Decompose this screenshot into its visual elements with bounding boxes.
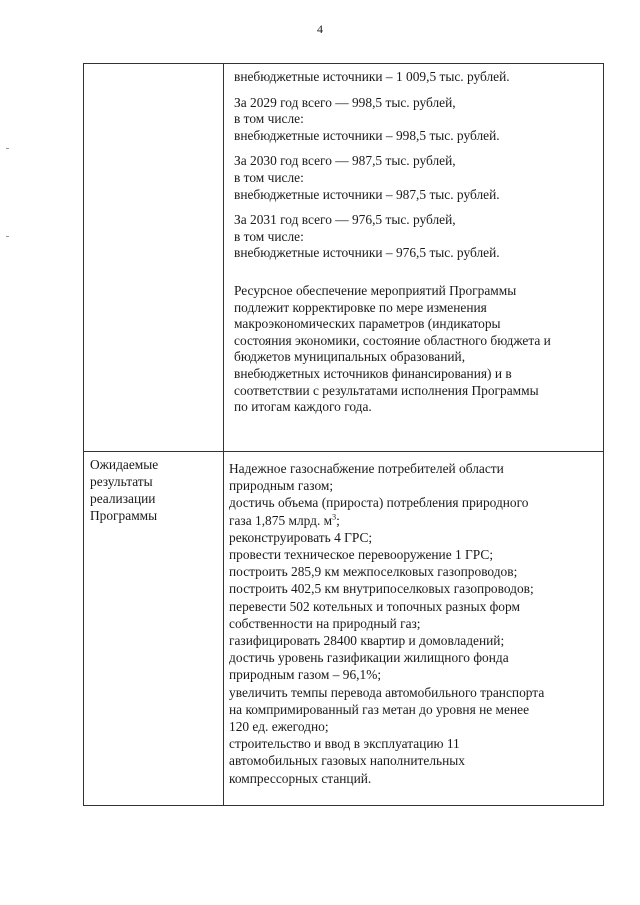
program-table [83,63,604,806]
funding-2029-total: За 2029 год всего — 998,5 тыс. рублей, [234,94,456,110]
results-line: построить 402,5 км внутрипоселковых газопроводов; [229,581,534,597]
funding-line: внебюджетные источники – 1 009,5 тыс. рублей. [234,69,510,84]
funding-2030-total: За 2030 год всего — 987,5 тыс. рублей, [234,153,456,169]
results-label-line: результаты [90,474,153,489]
funding-note-line: внебюджетных источников финансирования) и в [234,365,512,381]
results-line: перевести 502 котельных и топочных разных форм [229,598,520,614]
results-label-line: Ожидаемые [90,457,159,472]
results-line: на компримированный газ метан до уровня не менее [229,701,530,717]
results-line: автомобильных газовых наполнительных [229,753,465,769]
results-label [90,456,158,524]
results-label-line: реализации [90,491,156,506]
results-volume-suffix: ; [336,512,340,528]
results-line: газифицировать 28400 квартир и домовладений; [229,633,505,649]
funding-2030-extra: внебюджетные источники – 987,5 тыс. рублей. [234,186,500,202]
funding-2029-including: в том числе: [234,111,304,127]
results-volume-text: газа 1,875 млрд. м [229,512,333,528]
results-line: увеличить темпы перевода автомобильного транспорта [229,684,545,700]
funding-cell [234,69,551,416]
results-line: достичь уровень газификации жилищного фонда [229,650,509,666]
funding-2029-extra: внебюджетные источники – 998,5 тыс. рублей. [234,127,500,143]
funding-note-line: макроэкономических параметров (индикаторы [234,316,501,332]
margin-mark [6,148,9,149]
results-line: Надежное газоснабжение потребителей области [229,461,504,476]
funding-note-line: соответствии с результатами исполнения Программы [234,382,539,398]
cubic-superscript: 3 [332,512,337,522]
results-line: построить 285,9 км межпоселковых газопроводов; [229,564,518,580]
results-line: провести техническое перевооружение 1 ГРС; [229,547,494,563]
funding-note-line: бюджетов муниципальных образований, [234,349,466,365]
column-divider [223,64,224,805]
results-line: 120 ед. ежегодно; [229,719,329,735]
results-line: реконструировать 4 ГРС; [229,529,373,545]
funding-note-line: по итогам каждого года. [234,399,372,415]
margin-mark [6,236,9,237]
results-line: собственности на природный газ; [229,615,421,631]
funding-2031-total: За 2031 год всего — 976,5 тыс. рублей, [234,212,456,228]
page-number: 4 [317,22,323,36]
funding-note-line: состояния экономики, состояние областного бюджета и [234,332,551,348]
results-line: строительство и ввод в эксплуатацию 11 [229,736,460,752]
results-line: достичь объема (прироста) потребления природного [229,495,529,511]
results-line-volume [229,512,544,529]
results-cell [229,460,544,787]
results-label-line: Программы [90,508,158,523]
funding-2031-extra: внебюджетные источники – 976,5 тыс. рублей. [234,245,500,261]
funding-note-line: Ресурсное обеспечение мероприятий Программы [234,282,517,298]
funding-2030-including: в том числе: [234,169,304,185]
results-line: компрессорных станций. [229,770,372,786]
funding-note-line: подлежит корректировке по мере изменения [234,299,487,315]
results-line: природным газом; [229,478,334,494]
results-line: природным газом – 96,1%; [229,667,382,683]
row-divider [84,451,603,452]
funding-2031-including: в том числе: [234,228,304,244]
